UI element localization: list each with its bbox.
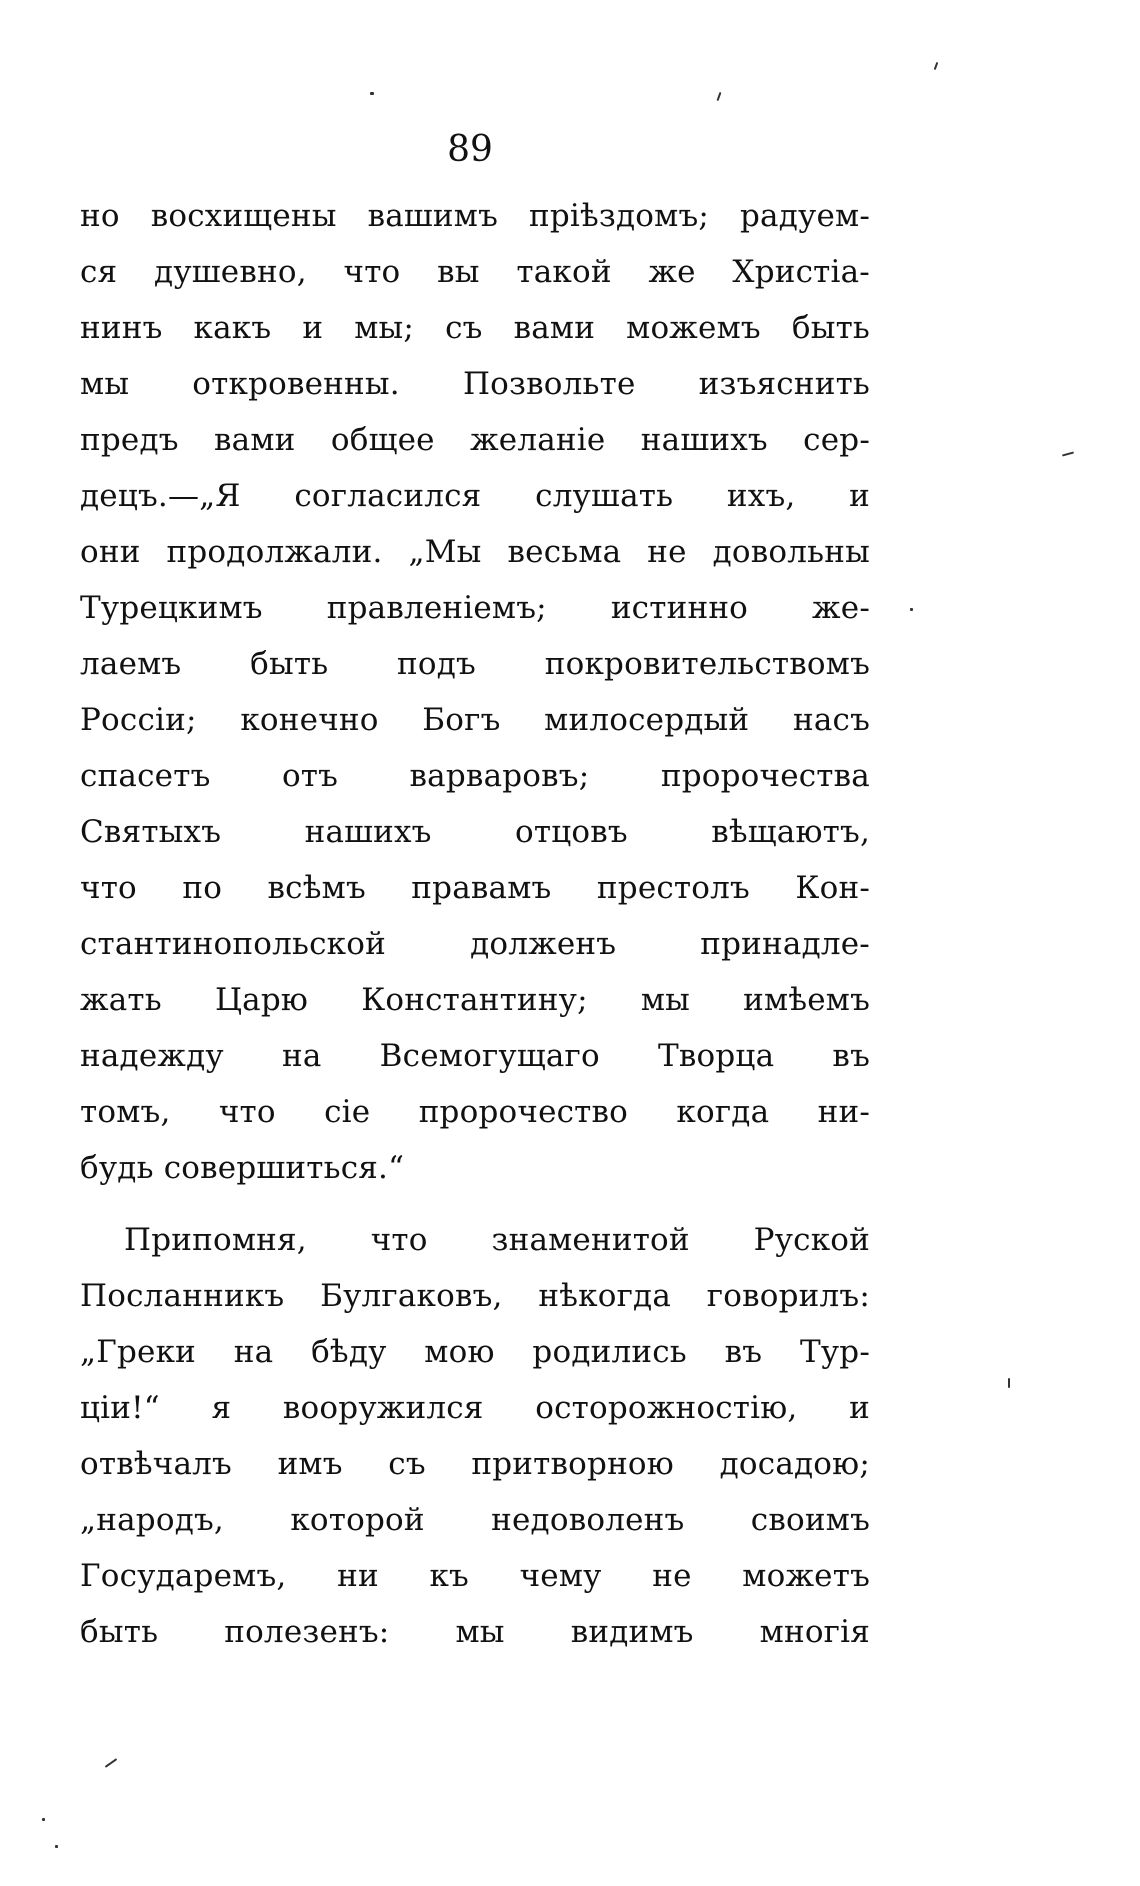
text-line: Святыхъ нашихъ отцовъ вѣщаютъ,: [80, 814, 870, 850]
text-line: Припомня, что знаменитой Руской: [124, 1222, 870, 1258]
page-number: 89: [447, 129, 493, 170]
text-line: мы откровенны. Позвольте изъяснить: [80, 366, 870, 402]
scan-speck: [717, 92, 722, 101]
text-line: „народъ, которой недоволенъ своимъ: [80, 1502, 870, 1538]
text-line: спасетъ отъ варваровъ; пророчества: [80, 758, 870, 794]
scan-speck: [1062, 451, 1074, 456]
scan-speck: [934, 62, 939, 70]
text-line: отвѣчалъ имъ съ притворною досадою;: [80, 1446, 870, 1482]
text-line: Россіи; конечно Богъ милосердый насъ: [80, 702, 870, 738]
text-line: что по всѣмъ правамъ престолъ Кон-: [80, 870, 870, 906]
text-line: ся душевно, что вы такой же Христіа-: [80, 254, 870, 290]
text-line: они продолжали. „Мы весьма не довольны: [80, 534, 870, 570]
body-text: [80, 188, 870, 1660]
text-line: децъ.—„Я согласился слушать ихъ, и: [80, 478, 870, 514]
scan-speck: [370, 92, 374, 95]
text-line: предъ вами общее желаніе нашихъ сер-: [80, 422, 870, 458]
scan-speck: [1008, 1378, 1010, 1388]
text-line: „Греки на бѣду мою родились въ Тур-: [80, 1334, 870, 1370]
text-line: Государемъ, ни къ чему не можетъ: [80, 1558, 870, 1594]
text-line: ціи!“ я вооружился осторожностію, и: [80, 1390, 870, 1426]
scan-speck: [42, 1818, 45, 1821]
text-line: но восхищены вашимъ пріѣздомъ; радуем-: [80, 198, 870, 234]
scan-speck: [910, 608, 913, 611]
text-line: стантинопольской долженъ принадле-: [80, 926, 870, 962]
text-line: жать Царю Константину; мы имѣемъ: [80, 982, 870, 1018]
text-line: нинъ какъ и мы; съ вами можемъ быть: [80, 310, 870, 346]
text-line: Посланникъ Булгаковъ, нѣкогда говорилъ:: [80, 1278, 870, 1314]
scan-speck: [55, 1845, 58, 1848]
text-line: томъ, что сіе пророчество когда ни-: [80, 1094, 870, 1130]
text-line: Турецкимъ правленіемъ; истинно же-: [80, 590, 870, 626]
paragraph-gap: [80, 1196, 870, 1212]
text-line: лаемъ быть подъ покровительствомъ: [80, 646, 870, 682]
scan-speck: [105, 1758, 118, 1768]
text-line: надежду на Всемогущаго Творца въ: [80, 1038, 870, 1074]
text-line: будь совершиться.“: [80, 1150, 405, 1186]
text-line: быть полезенъ: мы видимъ многія: [80, 1614, 870, 1650]
